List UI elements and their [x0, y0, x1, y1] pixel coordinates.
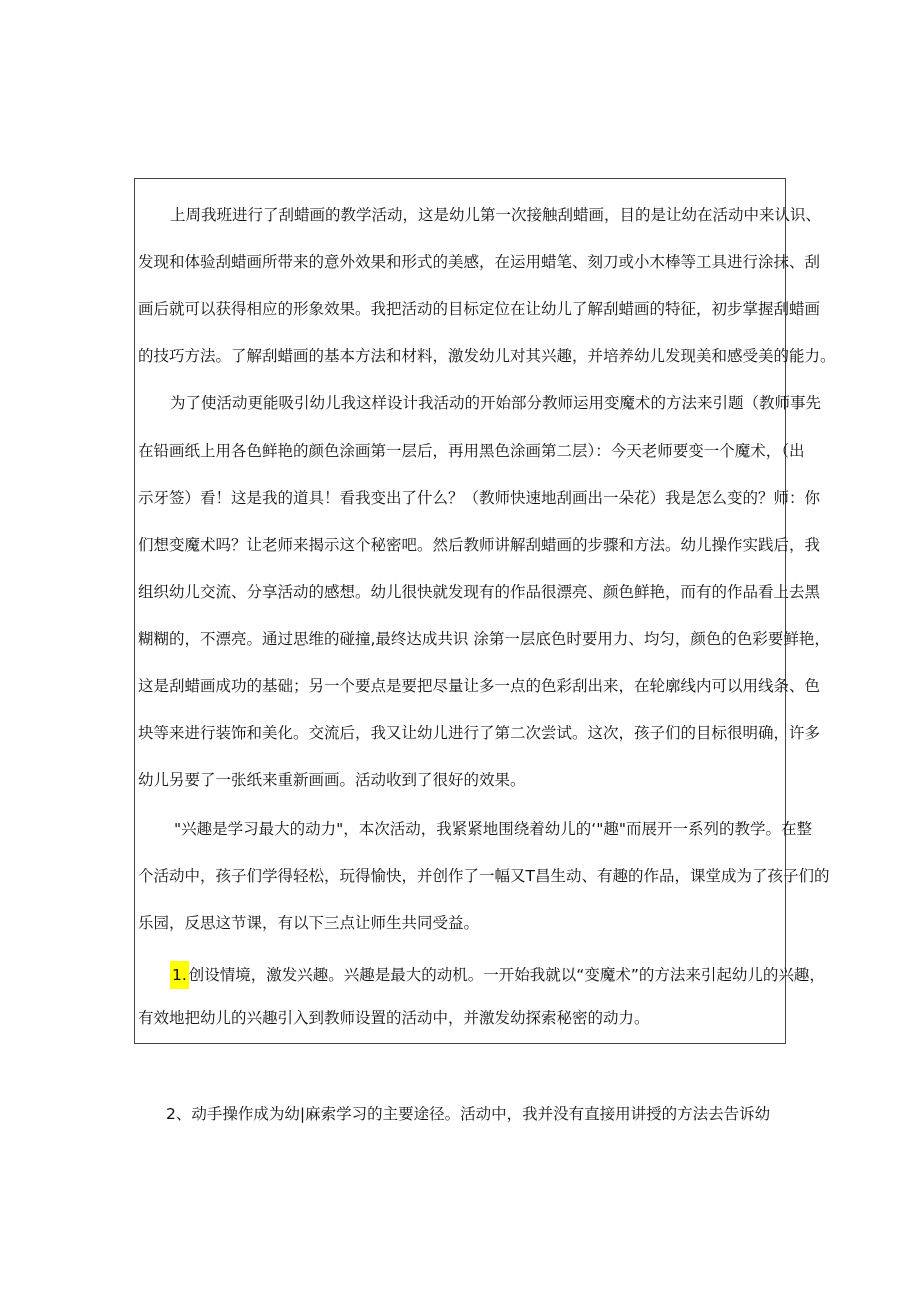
- highlighted-number-marker: 1.: [170, 961, 189, 989]
- numbered-point-line: [138, 961, 825, 989]
- text-line: 为了使活动更能吸引幼儿我这样设计我活动的开始部分教师运用变魔术的方法来引题（教师事先: [170, 394, 822, 412]
- text-line: 乐园，反思这节课，有以下三点让师生共同受益。: [138, 914, 480, 932]
- text-line: 的技巧方法。了解刮蜡画的基本方法和材料，激发幼儿对其兴趣，并培养幼儿发现美和感受美的能力。: [138, 347, 836, 365]
- text-line: 创设情境，激发兴趣。兴趣是最大的动机。一开始我就以“变魔术”的方法来引起幼儿的兴趣，: [188, 966, 825, 984]
- text-line: 发现和体验刮蜡画所带来的意外效果和形式的美感，在运用蜡笔、刻刀或小木棒等工具进行涂抹、刮: [138, 253, 821, 271]
- text-line: 有效地把幼儿的兴趣引入到教师设置的活动中，并激发幼探索秘密的动力。: [138, 1009, 650, 1027]
- text-line: 们想变魔术吗？让老师来揭示这个秘密吧。然后教师讲解刮蜡画的步骤和方法。幼儿操作实践后，我: [138, 536, 821, 554]
- text-line: 画后就可以获得相应的形象效果。我把活动的目标定位在让幼儿了解刮蜡画的特征，初步掌握刮蜡画: [138, 300, 821, 318]
- text-line: 上周我班进行了刮蜡画的教学活动，这是幼儿第一次接触刮蜡画，目的是让幼在活动中来认识、: [170, 206, 822, 224]
- text-line: 在铅画纸上用各色鲜艳的颜色涂画第一层后，再用黑色涂画第二层）：今天老师要变一个魔术，（出: [138, 442, 805, 460]
- text-line: 幼儿另要了一张纸来重新画画。活动收到了很好的效果。: [138, 771, 526, 789]
- text-line: 个活动中，孩子们学得轻松，玩得愉快，并创作了一幅又T昌生动、有趣的作品，课堂成为了孩子们的: [138, 867, 830, 885]
- text-line: 糊糊的，不漂亮。通过思维的碰撞,最终达成共识 涂第一层底色时要用力、均匀，颜色的色彩要鲜艳，: [138, 630, 830, 648]
- text-line: 示牙签）看！这是我的道具！看我变出了什么？（教师快速地刮画出一朵花）我是怎么变的？师：你: [138, 489, 821, 507]
- text-line: "兴趣是学习最大的动力"，本次活动，我紧紧地围绕着幼儿的‘"趣"而展开一系列的教学。在整: [174, 820, 812, 838]
- reflection-text-box: [134, 178, 836, 1044]
- text-line: 块等来进行装饰和美化。交流后，我又让幼儿进行了第二次尝试。这次，孩子们的目标很明确，许多: [138, 724, 821, 742]
- text-line: 这是刮蜡画成功的基础；另一个要点是要把尽量让多一点的色彩刮出来，在轮廓线内可以用线条、色: [138, 677, 821, 695]
- text-line-outside-box: 2、动手操作成为幼|麻索学习的主要途径。活动中，我并没有直接用讲授的方法去告诉幼: [166, 1105, 771, 1123]
- text-line: 组织幼儿交流、分享活动的感想。幼儿很快就发现有的作品很漂亮、颜色鲜艳，而有的作品看上去黑: [138, 583, 821, 601]
